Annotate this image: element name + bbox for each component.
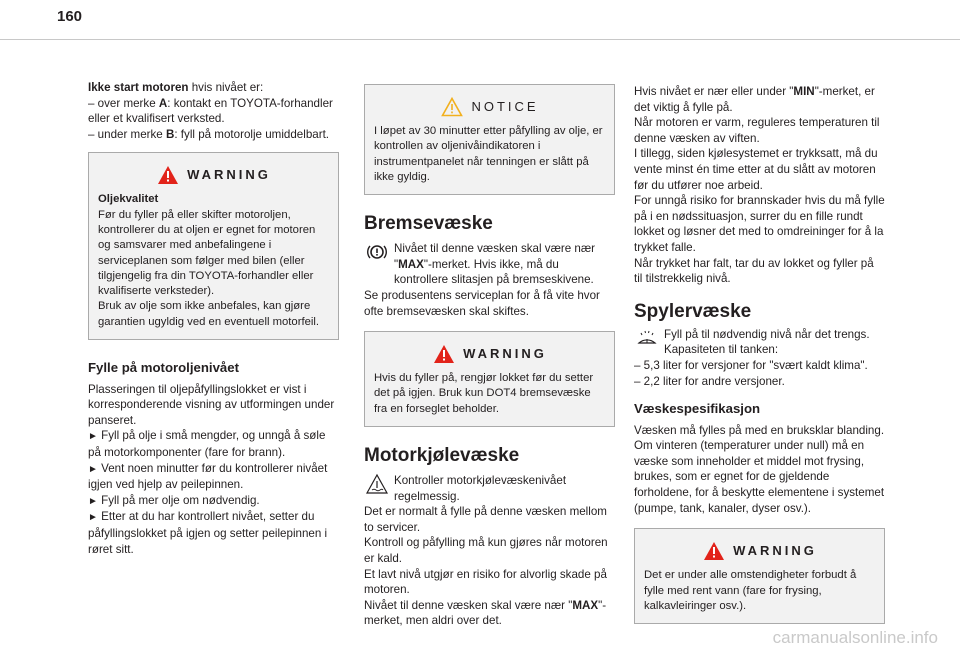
- brake-text-1: Nivået til denne væsken skal være nær "MAX"-merket. Hvis ikke, må du kontrollere slitasjen på bremseskivene.: [394, 242, 596, 287]
- coolant-refill-text: Når trykket har falt, tar du av lokket og fyller på til tilstrekkelig nivå.: [634, 256, 874, 286]
- warning-header: [644, 537, 876, 564]
- fluid-spec-text: Væsken må fylles på med en bruksklar blanding. Om vinteren (temperaturer under null) må en væske som inneholder et middel mot frysing, brukes, som er egnet for de gjeldende forholdene, for å beskytte elementene i systemet (pumpe, tank, kanaler, dyser osv.).: [634, 423, 885, 515]
- coolant-text-4: Nivået til denne væsken skal være nær "MAX"-merket, men aldri over det.: [364, 598, 607, 628]
- notice-box: [364, 84, 615, 195]
- warning-subtitle: Oljekvalitet: [98, 193, 159, 206]
- coolant-warning-icon: [366, 473, 388, 495]
- arrow-right-icon: ►: [88, 431, 98, 443]
- arrow-right-icon: ►: [88, 463, 98, 475]
- washer-fluid-title: Spylervæske: [634, 300, 752, 322]
- warning-text: Det er under alle omstendigheter forbudt å fylle med rent vann (fare for frysing, kalkavleiringer osv.).: [644, 569, 857, 612]
- bullet-item: ► Vent noen minutter før du kontrollerer nivået igjen ved hjelp av peilepinnen.: [88, 461, 328, 492]
- capacity-label: Kapasiteten til tanken:: [664, 343, 779, 357]
- intro-line: [88, 80, 339, 96]
- washer-row: [634, 327, 885, 358]
- warning-title: WARNING: [187, 167, 271, 183]
- coolant-emergency-text: For unngå risiko for brannskader hvis du må fylle på i en nødssituasjon, surrer du en fille rundt lokket og løsner det med to omdreininger for å la trykket falle.: [634, 194, 885, 254]
- warning-triangle-icon: [433, 344, 455, 364]
- notice-text: I løpet av 30 minutter etter påfylling av olje, er kontrollen av oljenivåindikatoren i instrumentpanelet når tenningen er slått på ikke gyldig.: [374, 125, 603, 183]
- warning-header: [98, 161, 330, 188]
- arrow-right-icon: ►: [88, 512, 98, 524]
- warning-title: WARNING: [463, 346, 547, 361]
- washer-icon-text-block: [664, 327, 870, 358]
- dash-item-b: – under merke B: fyll på motorolje umiddelbart.: [88, 127, 330, 141]
- bullet-item: ► Fyll på mer olje om nødvendig.: [88, 493, 260, 507]
- arrow-right-icon: ►: [88, 495, 98, 507]
- header-divider: [0, 39, 960, 40]
- warning-header: [374, 340, 606, 367]
- capacity-item: – 2,2 liter for andre versjoner.: [634, 374, 785, 388]
- coolant-icon-text: Kontroller motorkjølevæskenivået regelmessig.: [394, 474, 567, 503]
- capacity-item: – 5,3 liter for versjoner for "svært kaldt klima".: [634, 358, 868, 372]
- dash-item-a: – over merke A: kontakt en TOYOTA-forhandler eller et kvalifisert verksted.: [88, 96, 333, 126]
- brake-fluid-row: [364, 241, 615, 288]
- notice-header: [374, 93, 606, 120]
- brake-warning-box: [364, 331, 615, 427]
- notice-triangle-icon: [441, 97, 463, 117]
- coolant-text-3: Et lavt nivå utgjør en risiko for alvorlig skade på motoren.: [364, 567, 607, 597]
- warning-text: Hvis du fyller på, rengjør lokket før du setter det på igjen. Bruk kun DOT4 bremsevæske fra en forseglet beholder.: [374, 372, 594, 415]
- warning-triangle-icon: [157, 165, 179, 185]
- bullet-item: ► Etter at du har kontrollert nivået, setter du påfyllingslokket på igjen og setter peilepinnen i røret sitt.: [88, 510, 328, 556]
- washer-warning-box: [634, 528, 885, 624]
- warning-triangle-icon: [703, 541, 725, 561]
- fluid-spec-title: Væskespesifikasjon: [634, 401, 761, 417]
- washer-icon-text: Fyll på til nødvendig nivå når det trengs.: [664, 327, 870, 341]
- brake-fluid-icon: [366, 241, 388, 263]
- bullet-item: ► Fyll på olje i små mengder, og unngå å søle på motorkomponenter (fare for brann).: [88, 429, 326, 460]
- coolant-row: [364, 473, 615, 504]
- washer-fluid-icon: [636, 327, 658, 349]
- brake-fluid-title: Bremsevæske: [364, 213, 493, 235]
- watermark-footer[interactable]: carmanualsonline.info: [0, 627, 960, 649]
- coolant-min-text: Hvis nivået er nær eller under "MIN"-merket, er det viktig å fylle på.: [634, 85, 875, 114]
- coolant-pressure-text: I tillegg, siden kjølesystemet er trykksatt, må du vente minst én time etter at du slått av motoren før du utfører noe arbeid.: [634, 147, 878, 192]
- section-text: Plasseringen til oljepåfyllingslokket er vist i korresponderende visning av utformingen under panseret.: [88, 382, 335, 427]
- column-1: [88, 80, 339, 557]
- section-title-oil-fill: Fylle på motoroljenivået: [88, 360, 239, 376]
- column-2: [364, 84, 615, 629]
- coolant-title: Motorkjølevæske: [364, 445, 520, 467]
- coolant-text-2: Kontroll og påfylling må kun gjøres når motoren er kald.: [364, 536, 608, 566]
- intro-rest: hvis nivået er:: [188, 81, 264, 94]
- page-number: 160: [57, 8, 83, 25]
- intro-bold: Ikke start motoren: [88, 81, 189, 94]
- coolant-text-1: Det er normalt å fylle på denne væsken mellom to servicer.: [364, 505, 607, 534]
- oil-quality-warning-box: [88, 152, 339, 340]
- warning-title: WARNING: [733, 543, 817, 559]
- warning-text: Før du fyller på eller skifter motoroljen, kontrollerer du at oljen er egnet for motoren og samsvarer med anbefalingene i serviceplanen som følger med bilen (eller tilgjengelig fra din TOYOTA-forhandler eller kvalifiserte verksteder). Bruk av olje som ikke anbefales, kan gjøre garantien ugyldig ved en eventuell motorfeil.: [98, 208, 320, 328]
- brake-text-2: Se produsentens serviceplan for å få vite hvor ofte bremsevæsken skal skiftes.: [364, 288, 600, 318]
- notice-title: NOTICE: [471, 98, 539, 114]
- column-3: [634, 84, 885, 624]
- coolant-fan-text: Når motoren er varm, reguleres temperaturen til denne væsken av viften.: [634, 116, 880, 145]
